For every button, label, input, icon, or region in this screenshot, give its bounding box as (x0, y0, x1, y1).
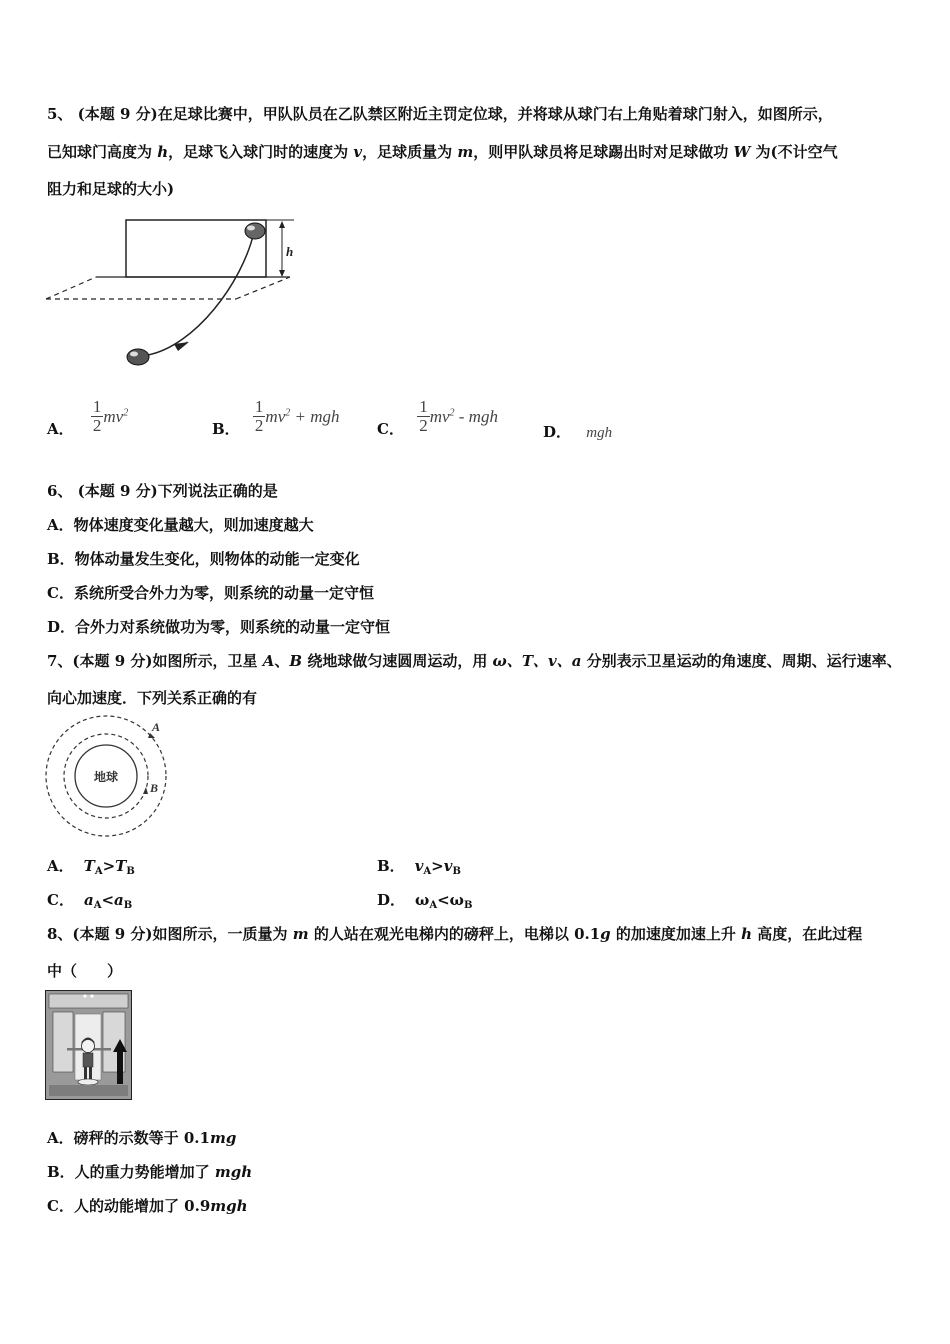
q5-option-a[interactable]: A． $\frac{1}{2}$ $mv^2$ (47, 397, 129, 438)
height-marker (279, 221, 293, 277)
q5-option-b[interactable]: B． $\frac{1}{2}$ $mv^2$ + mgh (212, 397, 340, 438)
ball-end (245, 223, 265, 239)
q7-stem-line2: 向心加速度．下列关系正确的有 (47, 689, 258, 707)
satellite-b-arrow (143, 787, 148, 794)
height-label: h (286, 244, 294, 259)
q6-option-b[interactable]: B．物体动量发生变化，则物体的动能一定变化 (47, 550, 360, 568)
q6-option-a[interactable]: A．物体速度变化量越大，则加速度越大 (47, 516, 314, 534)
q5-option-d[interactable]: D． mgh (543, 423, 613, 441)
q5-stem-line1: 5、 (本题 9 分)在足球比赛中，甲队队员在乙队禁区附近主罚定位球，并将球从球门右上角贴着球门射入，如图所示， (47, 105, 833, 123)
q6-stem: 6、 (本题 9 分)下列说法正确的是 (47, 482, 278, 500)
q5-stem-line2: 已知球门高度为 h，足球飞入球门时的速度为 v，足球质量为 m，则甲队球员将足球踢出时对足球做功 W 为(不计空气 (47, 143, 838, 161)
elevator-left-window (53, 1012, 73, 1072)
q7-option-c[interactable]: C． $a_A<a_B$ (47, 891, 133, 911)
q7-stem-line1: 7、(本题 9 分)如图所示，卫星 A、B 绕地球做匀速圆周运动，用 ω、T、v、a 分别表示卫星运动的角速度、周期、运行速率、 (47, 652, 902, 670)
elevator-ceiling (49, 994, 128, 1008)
scale (78, 1079, 98, 1085)
orbit-figure (42, 714, 170, 840)
earth-label: 地球 (93, 770, 119, 784)
q6-option-d[interactable]: D．合外力对系统做功为零，则系统的动量一定守恒 (47, 618, 391, 636)
ground-dashed-outline (46, 277, 290, 299)
q8-option-b[interactable]: B．人的重力势能增加了 mgh (47, 1163, 253, 1181)
satellite-a-label: A (152, 720, 161, 734)
goal-figure (44, 214, 300, 374)
ball-trajectory (148, 232, 254, 355)
q8-option-c[interactable]: C．人的动能增加了 0.9mgh (47, 1197, 248, 1215)
q7-option-b[interactable]: B． $v_A>v_B$ (377, 857, 461, 877)
q5-option-c[interactable]: C． $\frac{1}{2}$ $mv^2$ - mgh (377, 397, 498, 438)
q6-option-c[interactable]: C．系统所受合外力为零，则系统的动量一定守恒 (47, 584, 374, 602)
satellite-b-label: B (150, 781, 159, 795)
q7-option-a[interactable]: A． $T_A>T_B$ (47, 857, 135, 877)
elevator-floor (49, 1085, 128, 1096)
q8-option-a[interactable]: A．磅秤的示数等于 0.1mg (47, 1129, 237, 1147)
q7-option-d[interactable]: D． $\omega_A<\omega_B$ (377, 891, 473, 911)
q8-stem-line1: 8、(本题 9 分)如图所示，一质量为 m 的人站在观光电梯内的磅秤上，电梯以 0.1g 的加速度加速上升 h 高度，在此过程 (47, 925, 863, 943)
q5-stem-line3: 阻力和足球的大小) (47, 180, 175, 198)
ball-start (127, 349, 149, 365)
q8-stem-line2: 中（ ） (47, 962, 123, 980)
elevator-figure (45, 990, 132, 1100)
